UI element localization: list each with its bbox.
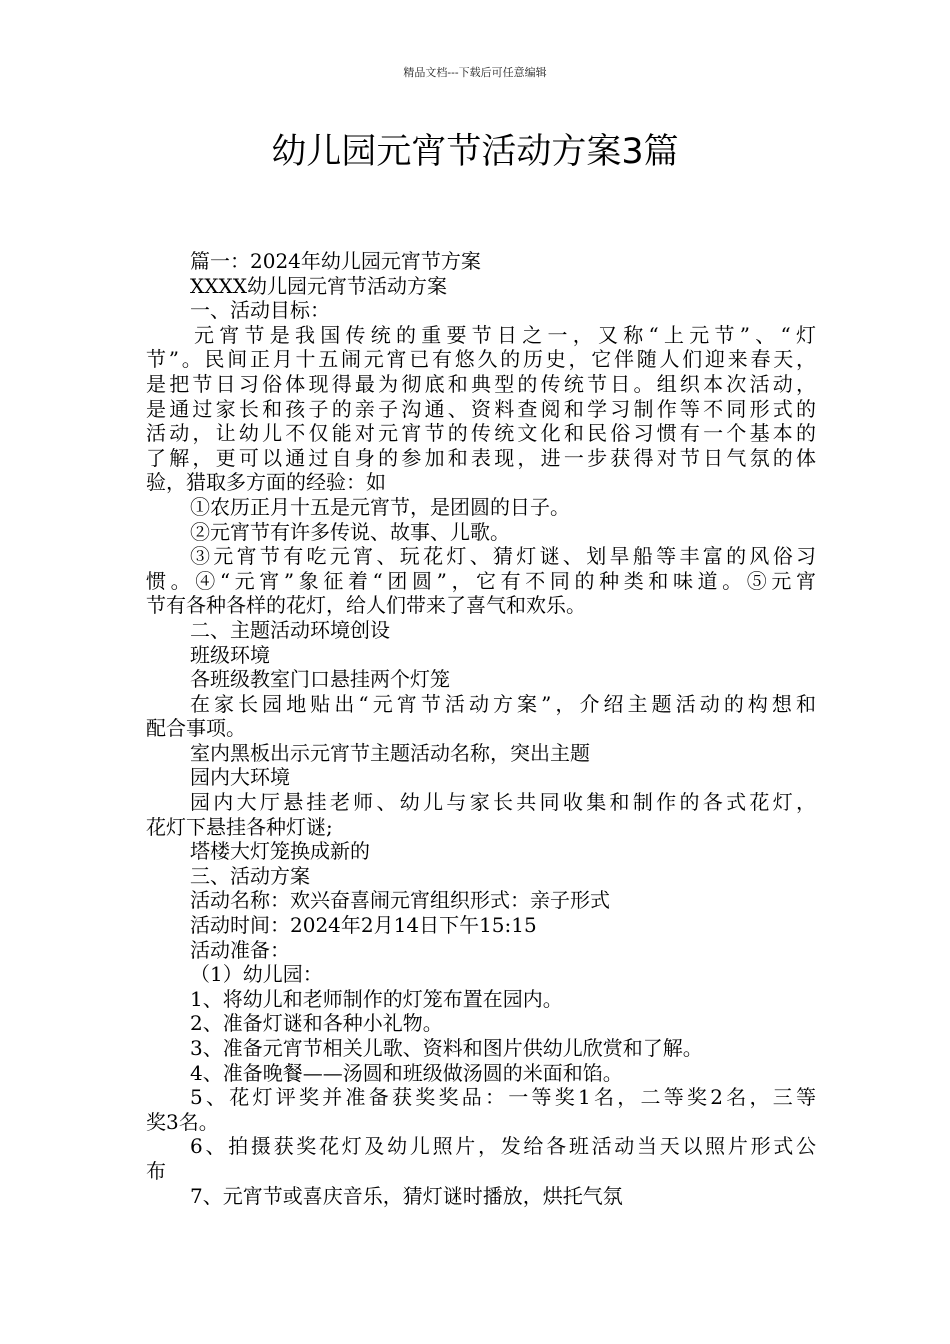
paragraph-line: 园内大环境 xyxy=(190,765,290,790)
paragraph-line: 塔楼大灯笼换成新的 xyxy=(190,839,370,864)
paragraph-line: 篇一：2024年幼儿园元宵节方案 xyxy=(190,249,481,273)
paragraph-line: 2、准备灯谜和各种小礼物。 xyxy=(190,1011,443,1036)
paragraph-line: 活动时间：2024年2月14日下午15:15 xyxy=(190,913,537,938)
document-title: 幼儿园元宵节活动方案3篇 xyxy=(271,132,679,172)
paragraph-line: （1）幼儿园： xyxy=(190,962,323,987)
paragraph-line: 7、元宵节或喜庆音乐，猜灯谜时播放，烘托气氛 xyxy=(190,1183,623,1208)
paragraph-line: 布 xyxy=(146,1158,166,1183)
paragraph-line: 5、花灯评奖并准备获奖奖品：一等奖1名，二等奖2名，三等 xyxy=(190,1085,816,1110)
paragraph-line: 元宵节是我国传统的重要节日之一，又称“上元节”、“灯 xyxy=(194,322,816,347)
paragraph-line: 花灯下悬挂各种灯谜; xyxy=(146,814,333,839)
paragraph-line: 各班级教室门口悬挂两个灯笼 xyxy=(190,667,450,692)
paragraph-line: 活动准备： xyxy=(190,937,290,962)
paragraph-line: 是通过家长和孩子的亲子沟通、资料查阅和学习制作等不同形式的 xyxy=(146,396,816,421)
paragraph-line: XXXX幼儿园元宵节活动方案 xyxy=(190,273,447,298)
paragraph-line: 活动名称：欢兴奋喜闹元宵组织形式：亲子形式 xyxy=(190,888,610,913)
paragraph-line: 配合事项。 xyxy=(146,716,246,741)
page-header-note: 精品文档---下载后可任意编辑 xyxy=(403,66,547,79)
document-body xyxy=(146,249,816,1208)
paragraph-line: 节有各种各样的花灯，给人们带来了喜气和欢乐。 xyxy=(146,593,586,618)
paragraph-line: 6、拍摄获奖花灯及幼儿照片，发给各班活动当天以照片形式公 xyxy=(190,1134,816,1159)
paragraph-line: 节”。民间正月十五闹元宵已有悠久的历史，它伴随人们迎来春天， xyxy=(146,347,816,372)
paragraph-line: 一、活动目标： xyxy=(190,298,330,323)
paragraph-line: ③元宵节有吃元宵、玩花灯、猜灯谜、划旱船等丰富的风俗习 xyxy=(190,544,816,569)
paragraph-line: 室内黑板出示元宵节主题活动名称，突出主题 xyxy=(190,740,590,765)
paragraph-line: ①农历正月十五是元宵节，是团圆的日子。 xyxy=(190,494,570,519)
paragraph-line: 奖3名。 xyxy=(146,1109,219,1134)
paragraph-line: ②元宵节有许多传说、故事、儿歌。 xyxy=(190,519,510,544)
paragraph-line: 3、准备元宵节相关儿歌、资料和图片供幼儿欣赏和了解。 xyxy=(190,1036,703,1060)
paragraph-line: 惯。④“元宵”象征着“团圆”，它有不同的种类和味道。⑤元宵 xyxy=(146,568,816,593)
paragraph-line: 活动，让幼儿不仅能对元宵节的传统文化和民俗习惯有一个基本的 xyxy=(146,421,816,446)
paragraph-line: 了解，更可以通过自身的参加和表现，进一步获得对节日气氛的体 xyxy=(146,445,816,470)
paragraph-line: 三、活动方案 xyxy=(190,863,310,888)
paragraph-line: 验，猎取多方面的经验：如 xyxy=(146,470,386,495)
paragraph-line: 是把节日习俗体现得最为彻底和典型的传统节日。组织本次活动， xyxy=(146,371,816,396)
paragraph-line: 园内大厅悬挂老师、幼儿与家长共同收集和制作的各式花灯， xyxy=(190,790,816,815)
paragraph-line: 班级环境 xyxy=(190,642,270,667)
paragraph-line: 4、准备晚餐——汤圆和班级做汤圆的米面和馅。 xyxy=(190,1060,623,1085)
paragraph-line: 在家长园地贴出“元宵节活动方案”，介绍主题活动的构想和 xyxy=(190,691,816,716)
paragraph-line: 二、主题活动环境创设 xyxy=(190,617,390,642)
paragraph-line: 1、将幼儿和老师制作的灯笼布置在园内。 xyxy=(190,986,563,1011)
